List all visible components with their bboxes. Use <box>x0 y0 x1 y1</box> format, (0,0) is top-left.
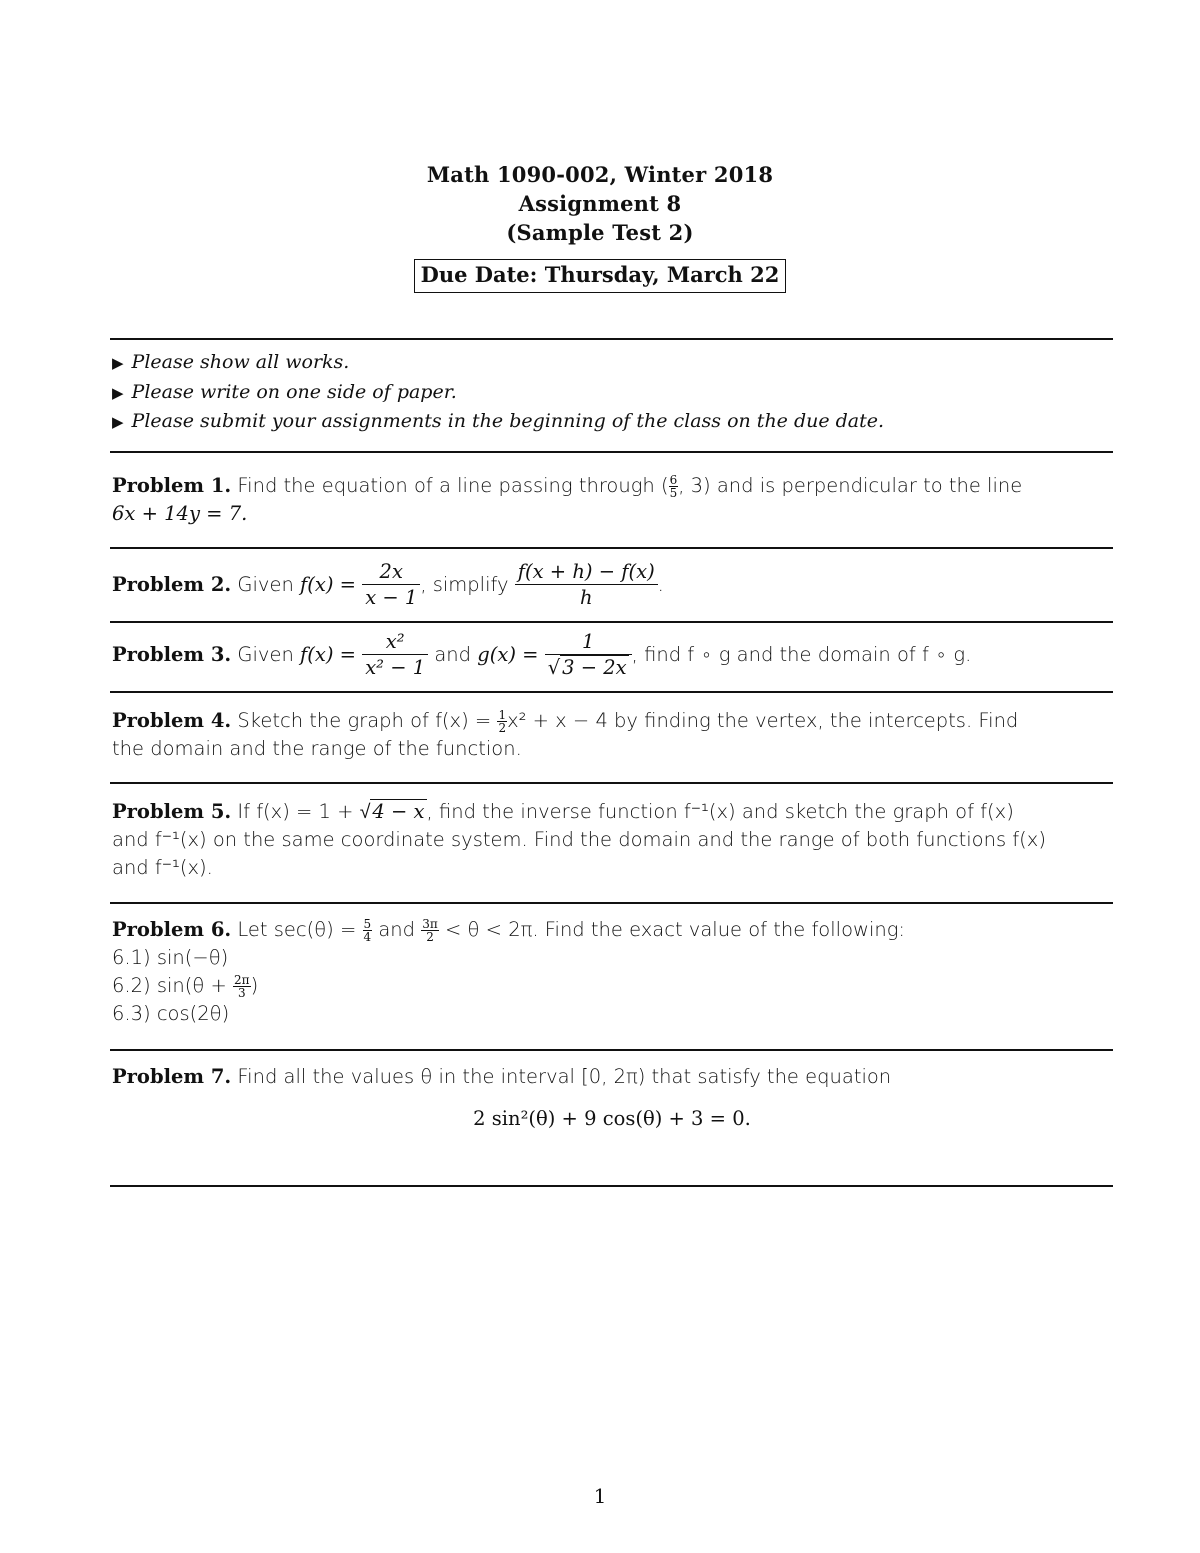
divider-rule <box>110 1049 1113 1051</box>
instruction-item: ▶ Please write on one side of paper. <box>112 380 457 403</box>
instructions-list <box>112 348 1112 437</box>
divider-rule <box>110 451 1113 453</box>
fraction: $\frac{2x}{x - 1}$ <box>362 560 420 611</box>
divider-rule <box>110 902 1113 904</box>
subproblem: 6.2) sin(θ + $\frac{2\pi}{3}$ ) <box>112 973 259 1000</box>
subproblem: 6.1) sin(−θ) <box>112 946 229 969</box>
fraction: $\frac{\text{x²}}{\text{x² − 1}}$ <box>362 630 428 681</box>
problem-5: Problem 5. If f(x) = 1 + √ 4 − x , find the inverse function f⁻¹(x) and sketch the graph of f(x) and f⁻¹(x) on the same coordinate system. Find the domain and the range of both functions f(x) and f⁻¹(x). <box>112 800 1046 879</box>
divider-rule <box>110 547 1113 549</box>
problem-4: Problem 4. Sketch the graph of f(x) = $\frac{1}{2}$ x² + x − 4 by finding the vertex, the intercepts. Find the domain and the range of the function. <box>112 708 1019 760</box>
divider-rule <box>110 1185 1113 1187</box>
divider-rule <box>110 691 1113 693</box>
divider-rule <box>110 338 1113 340</box>
instruction-item: ▶ Please submit your assignments in the beginning of the class on the due date. <box>112 410 885 432</box>
triangle-bullet-icon: ▶ <box>112 354 124 372</box>
subproblem: 6.3) cos(2θ) <box>112 1002 230 1025</box>
due-date-box: Due Date: Thursday, March 22 <box>414 259 787 293</box>
fraction: $\frac{1}{2}$ <box>498 708 507 735</box>
problem-6: Problem 6. Let sec(θ) = $\frac{5}{4}$ and $\frac{3\pi}{2}$ < θ < 2π. Find the exact value of the following: 6.1) sin(−θ) 6.2) sin(θ + $\frac{2\pi}{3}$ ) 6.3) cos(2θ) <box>112 916 1112 1028</box>
problem-1: Problem 1. Find the equation of a line passing through ( $\frac{6}{5}$ , 3) and is perpendicular to the line 6x + 14y = 7. <box>112 473 1023 525</box>
course-title: Math 1090-002, Winter 2018 <box>426 162 774 187</box>
assignment-title: Assignment 8 <box>518 191 682 216</box>
triangle-bullet-icon: ▶ <box>112 413 124 431</box>
problem-7: Problem 7. Find all the values θ in the interval [0, 2π) that satisfy the equation 2 sin²(θ) + 9 cos(θ) + 3 = 0. <box>112 1063 1112 1133</box>
divider-rule <box>110 621 1113 623</box>
instruction-item: ▶ Please show all works. <box>112 351 350 373</box>
page-number: 1 <box>593 1484 607 1508</box>
assignment-subtitle: (Sample Test 2) <box>506 220 694 245</box>
fraction: $\frac{6}{5}$ <box>669 473 678 500</box>
divider-rule <box>110 782 1113 784</box>
problem-2: Problem 2. Given f(x) = $\frac{2x}{x - 1}$ , simplify $\frac{f(x + h) - f(x)}{h}$ . <box>112 560 664 609</box>
display-equation: 2 sin²(θ) + 9 cos(θ) + 3 = 0. <box>473 1107 751 1130</box>
fraction: $\frac{1}{√ 3 - 2x}$ <box>545 630 632 681</box>
header <box>0 160 1200 293</box>
difference-quotient: $\frac{f(x + h) - f(x)}{h}$ <box>515 560 658 611</box>
problem-3: Problem 3. Given f(x) = $\frac{\text{x²}}{\text{x² − 1}}$ and g(x) = $\frac{1}{√ 3 - 2x}$ , find f ∘ g and the domain of f ∘ g. <box>112 630 972 679</box>
triangle-bullet-icon: ▶ <box>112 383 124 402</box>
fraction: $\frac{2\pi}{3}$ <box>234 973 250 1000</box>
fraction: $\frac{3\pi}{2}$ <box>422 917 438 944</box>
fraction: $\frac{5}{4}$ <box>363 917 372 944</box>
